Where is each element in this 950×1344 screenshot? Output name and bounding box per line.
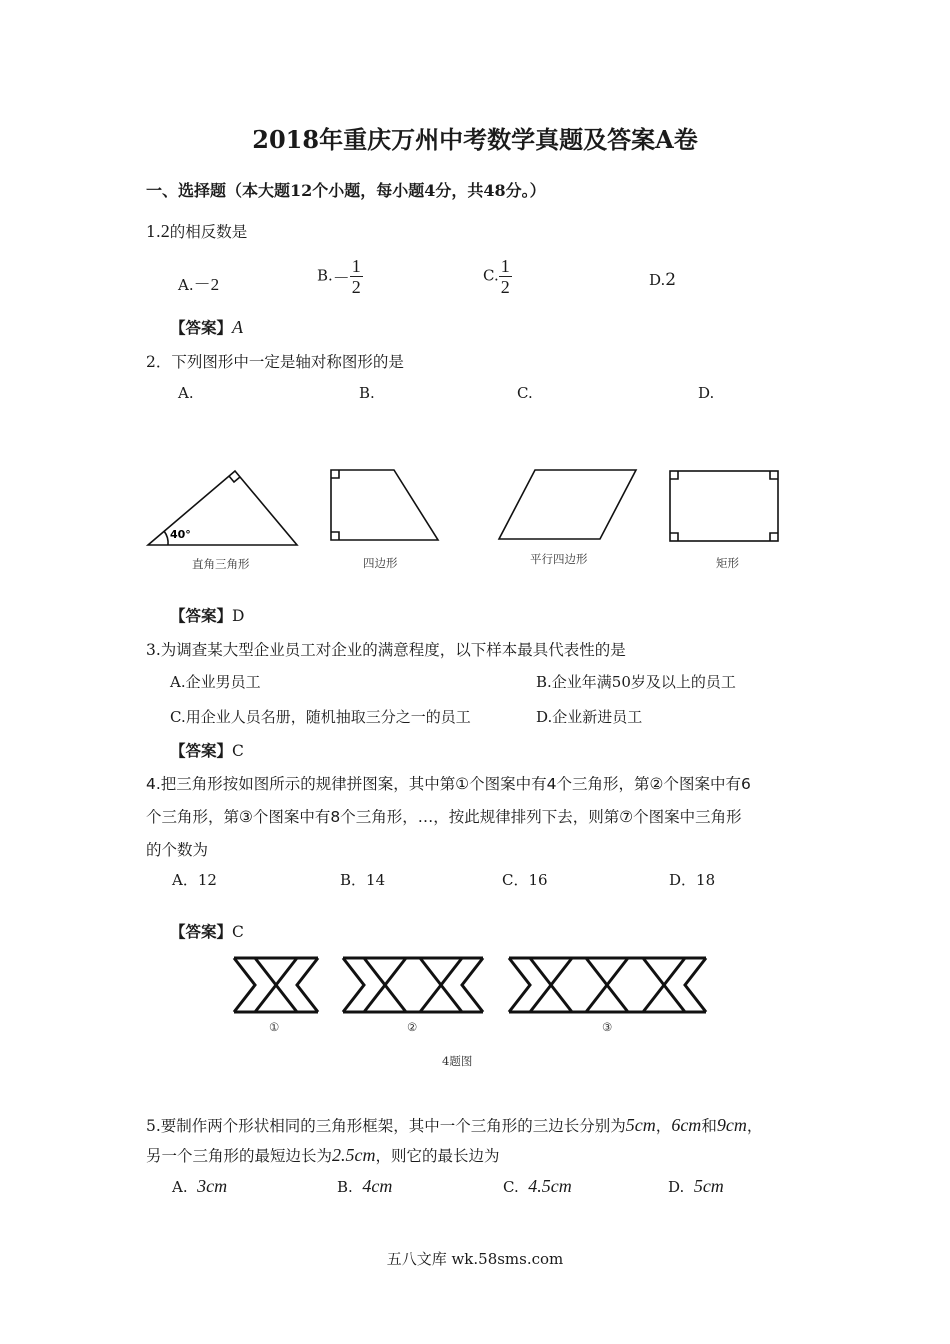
option-label: A. (178, 276, 194, 294)
caption-right-triangle: 直角三角形 (192, 557, 250, 571)
separator: ， (746, 1117, 763, 1135)
pattern-label-2: ② (407, 1020, 418, 1034)
answer-value: C (232, 923, 244, 941)
math-value: 9cm (716, 1115, 747, 1135)
fraction-numerator: 1 (351, 256, 361, 276)
option-label: A. (172, 1178, 188, 1196)
question-4-line-3: 的个数为 (146, 841, 209, 859)
math-value: 5cm (625, 1115, 656, 1135)
question-4-line-1: 4.把三角形按如图所示的规律拼图案，其中第①个图案中有4个三角形，第②个图案中有6 (146, 775, 751, 793)
separator: 和 (701, 1117, 717, 1135)
option-label: B. (337, 1178, 353, 1196)
q3-option-b[interactable]: B.企业年满50岁及以上的员工 (536, 673, 736, 691)
question-5-line-2 (146, 1144, 500, 1166)
pattern-2 (343, 958, 483, 1012)
option-label: B. (317, 266, 333, 285)
q2-option-d[interactable]: D. (698, 384, 715, 402)
q4-option-c[interactable]: C．16 (502, 871, 548, 889)
option-value: 4cm (362, 1176, 393, 1196)
option-label: D. (649, 271, 666, 289)
math-value: 2 (160, 221, 170, 241)
answer-label: 【答案】 (170, 318, 233, 337)
answer-label: 【答案】 (170, 922, 233, 941)
answer-value: C (232, 742, 244, 760)
question-text: 的相反数是 (169, 223, 248, 241)
question-text: 另一个三角形的最短边长为 (146, 1147, 333, 1165)
option-value: 4.5cm (528, 1176, 572, 1196)
q2-option-a[interactable]: A. (178, 384, 194, 402)
separator: ， (655, 1117, 672, 1135)
answer-value: A (232, 317, 244, 337)
question-4-line-2: 个三角形，第③个图案中有8个三角形，…，按此规律排列下去，则第⑦个图案中三角形 (146, 808, 742, 826)
pattern-1 (234, 958, 318, 1012)
q3-option-d[interactable]: D.企业新进员工 (536, 708, 643, 726)
minus-sign: － (332, 269, 350, 289)
option-value: 5cm (693, 1176, 724, 1196)
option-label: D. (668, 1178, 685, 1196)
question-3-stem: 3.为调查某大型企业员工对企业的满意程度，以下样本最具代表性的是 (146, 641, 626, 659)
question-5-line-1 (146, 1114, 762, 1136)
option-value: －2 (193, 275, 220, 294)
angle-label: 40° (170, 528, 191, 541)
pattern-label-1: ① (269, 1020, 280, 1034)
q4-option-a[interactable]: A．12 (172, 871, 217, 889)
page-footer: 五八文库 wk.58sms.com (386, 1250, 564, 1268)
question-2-stem: 2．下列图形中一定是轴对称图形的是 (146, 353, 404, 371)
math-value: 2.5cm (332, 1145, 376, 1165)
pattern-label-3: ③ (602, 1020, 613, 1034)
answer-label: 【答案】 (170, 606, 233, 625)
q3-option-c[interactable]: C.用企业人员名册，随机抽取三分之一的员工 (170, 708, 471, 726)
q4-option-b[interactable]: B．14 (340, 871, 386, 889)
answer-value: D (232, 607, 245, 625)
caption-quadrilateral: 四边形 (363, 556, 398, 570)
q5-option-d[interactable] (668, 1176, 724, 1197)
q2-option-c[interactable]: C. (517, 384, 533, 402)
caption-rectangle: 矩形 (716, 556, 739, 570)
fraction-numerator: 1 (500, 256, 510, 276)
figure-caption: 4题图 (442, 1054, 473, 1068)
q2-option-b[interactable]: B. (359, 384, 375, 402)
q3-option-a[interactable]: A.企业男员工 (170, 673, 261, 691)
question-text: 5.要制作两个形状相同的三角形框架，其中一个三角形的三边长分别为 (146, 1117, 626, 1135)
answer-label: 【答案】 (170, 741, 233, 760)
option-value: 3cm (197, 1176, 228, 1196)
caption-parallelogram: 平行四边形 (530, 552, 588, 566)
q5-option-c[interactable] (503, 1176, 572, 1197)
q5-option-a[interactable] (172, 1176, 227, 1197)
option-label: C. (503, 1178, 519, 1196)
page-title: 2018年重庆万州中考数学真题及答案A卷 (252, 125, 698, 154)
fraction-denominator: 2 (500, 277, 510, 297)
q5-option-b[interactable] (337, 1176, 392, 1197)
fraction-denominator: 2 (351, 277, 361, 297)
math-value: 6cm (671, 1115, 702, 1135)
option-label: C. (483, 266, 499, 285)
question-number: 1. (146, 223, 161, 241)
option-value: 2 (665, 270, 677, 290)
section-heading: 一、选择题（本大题12个小题，每小题4分，共48分。） (146, 181, 546, 200)
q4-option-d[interactable]: D．18 (669, 871, 716, 889)
question-text: ，则它的最长边为 (375, 1147, 500, 1165)
pattern-3 (509, 958, 706, 1012)
